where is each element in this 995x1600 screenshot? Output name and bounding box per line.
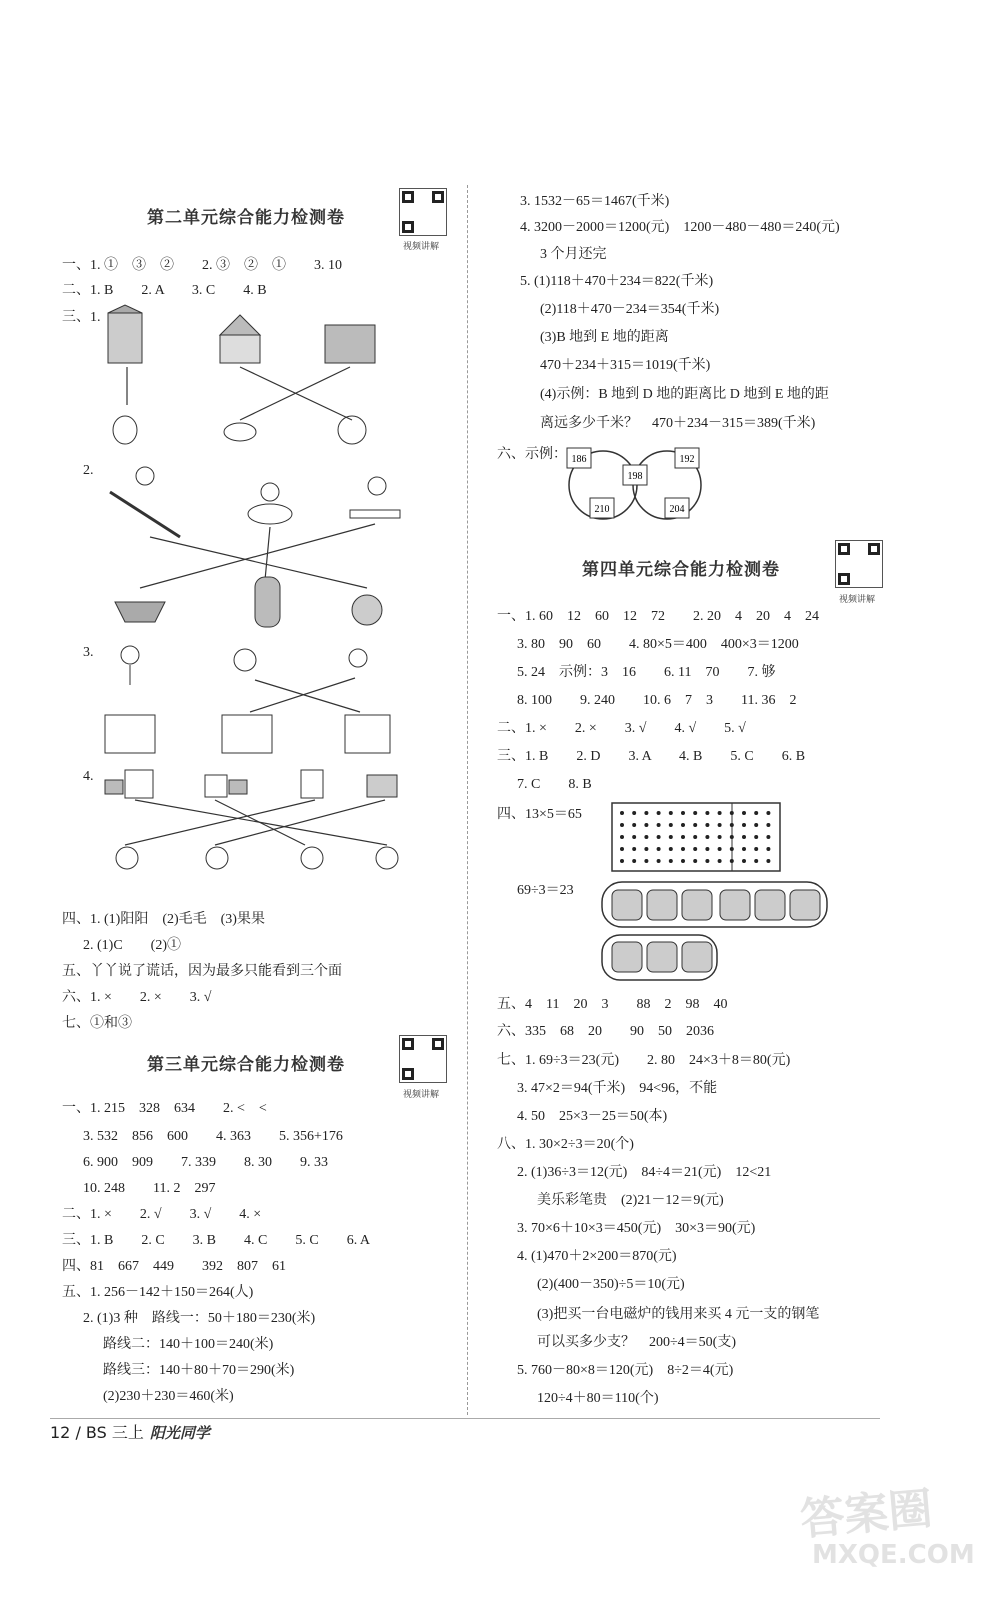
dot — [718, 823, 722, 827]
qr-code-unit4[interactable] — [835, 540, 883, 588]
u4-line-7: 7. C 8. B — [517, 777, 592, 792]
dot — [754, 847, 758, 851]
u4-line-3: 5. 24 示例：3 16 6. 11 70 7. 够 — [517, 665, 776, 680]
child-2-icon — [206, 847, 228, 869]
circles-diagram — [565, 440, 705, 530]
dot — [669, 835, 673, 839]
dot — [718, 859, 722, 863]
dot — [766, 835, 770, 839]
u4-line-17: 美乐彩笔贵 (2)21－12＝9(元) — [537, 1193, 724, 1208]
dot — [730, 847, 734, 851]
dot — [742, 835, 746, 839]
footer-rule — [50, 1418, 880, 1419]
u4-line-21: (3)把买一台电磁炉的钱用来买 4 元一支的钢笔 — [537, 1307, 820, 1322]
dot — [766, 811, 770, 815]
matching-figure-4 — [105, 770, 405, 890]
bundle-4 — [720, 890, 750, 920]
dot — [657, 859, 661, 863]
page-number: 12 / BS 三上 — [50, 1423, 144, 1442]
dot — [730, 859, 734, 863]
boat-icon — [115, 602, 165, 622]
unit3-title: 第三单元综合能力检测卷 — [147, 1055, 345, 1075]
bundle-5 — [755, 890, 785, 920]
dot-array-dots — [612, 803, 782, 873]
u4-line-1: 一、1. 60 12 60 12 72 2. 20 4 20 4 24 — [497, 609, 819, 624]
circle-num-186: 186 — [571, 454, 587, 465]
dot — [657, 835, 661, 839]
dot — [705, 835, 709, 839]
dot — [669, 811, 673, 815]
u4-line-8: 四、13×5＝65 — [497, 807, 582, 822]
u2-line-11: 七、①和③ — [62, 1016, 132, 1031]
dot — [742, 847, 746, 851]
qr-code-unit3[interactable] — [399, 1035, 447, 1083]
bundle-9 — [682, 942, 712, 972]
u2-line-1: 一、1. ① ③ ② 2. ③ ② ① 3. 10 — [62, 258, 342, 273]
u4-line-14: 4. 50 25×3－25＝50(本) — [517, 1109, 668, 1124]
child-bench-icon — [368, 477, 386, 495]
r-line-1: 3. 1532－65＝1467(千米) — [520, 194, 670, 209]
matching-figure-1 — [100, 305, 400, 455]
bundle-8 — [647, 942, 677, 972]
cube-view-2 — [205, 775, 227, 797]
r-line-7: 470＋234＋315＝1019(千米) — [540, 358, 711, 373]
u2-line-9: 五、丫丫说了谎话，因为最多只能看到三个面 — [62, 964, 342, 979]
dot — [754, 811, 758, 815]
dot — [620, 835, 624, 839]
qr-code-unit2[interactable] — [399, 188, 447, 236]
watermark-logo: 答案圈 — [798, 1483, 935, 1546]
dot — [620, 811, 624, 815]
dot — [644, 835, 648, 839]
house-roof-icon — [220, 315, 260, 335]
qr-label-unit4: 视频讲解 — [839, 595, 876, 605]
u2-line-5: 3. — [83, 645, 94, 660]
u4-line-16: 2. (1)36÷3＝12(元) 84÷4＝21(元) 12<21 — [517, 1165, 772, 1180]
dot — [681, 859, 685, 863]
bundle-6 — [790, 890, 820, 920]
u2-line-8: 2. (1)C (2)① — [83, 938, 181, 953]
dot — [718, 811, 722, 815]
dot — [754, 835, 758, 839]
dot — [693, 811, 697, 815]
dot — [632, 823, 636, 827]
column-divider — [467, 185, 468, 1415]
child-1-icon — [116, 847, 138, 869]
u4-line-18: 3. 70×6＋10×3＝450(元) 30×3＝90(元) — [517, 1221, 756, 1236]
child-4-icon — [376, 847, 398, 869]
u4-line-20: (2)(400－350)÷5＝10(元) — [537, 1277, 685, 1292]
dot — [693, 823, 697, 827]
r-line-4: 5. (1)118＋470＋234＝822(千米) — [520, 274, 714, 289]
qr-label-unit2: 视频讲解 — [403, 242, 440, 252]
u3-line-3: 6. 900 909 7. 339 8. 30 9. 33 — [83, 1155, 328, 1170]
dot — [730, 811, 734, 815]
matching-figure-2 — [95, 462, 415, 632]
u2-line-7: 四、1. (1)阳阳 (2)毛毛 (3)果果 — [62, 912, 265, 927]
circle-num-198: 198 — [627, 471, 643, 482]
circle-num-192: 192 — [679, 454, 695, 465]
circle-num-204: 204 — [669, 504, 685, 515]
u4-line-12: 七、1. 69÷3＝23(元) 2. 80 24×3＋8＝80(元) — [497, 1053, 791, 1068]
picture-book-2 — [222, 715, 272, 753]
dot — [657, 847, 661, 851]
u4-line-24: 120÷4＋80＝110(个) — [537, 1391, 659, 1406]
dot — [742, 811, 746, 815]
r-line-8: (4)示例：B 地到 D 地的距离比 D 地到 E 地的距 — [540, 387, 829, 402]
watermark-url: MXQE.COM — [812, 1540, 975, 1570]
house-flat-icon — [325, 325, 375, 363]
u2-line-4: 2. — [83, 463, 94, 478]
dot — [620, 859, 624, 863]
u4-line-5: 二、1. × 2. × 3. √ 4. √ 5. √ — [497, 721, 746, 736]
child-phone-icon — [261, 483, 279, 501]
u3-line-11: 路线三：140＋80＋70＝290(米) — [103, 1363, 295, 1378]
dot — [742, 823, 746, 827]
u4-line-9: 69÷3＝23 — [517, 883, 574, 898]
u4-line-15: 八、1. 30×2÷3＝20(个) — [497, 1137, 634, 1152]
dot — [742, 859, 746, 863]
dot — [705, 811, 709, 815]
rabbit-icon — [113, 416, 137, 444]
u4-line-10: 五、4 11 20 3 88 2 98 40 — [497, 997, 728, 1012]
u3-line-10: 路线二：140＋100＝240(米) — [103, 1337, 274, 1352]
girl-front-icon — [234, 649, 256, 671]
u3-line-4: 10. 248 11. 2 297 — [83, 1181, 216, 1196]
dot — [705, 859, 709, 863]
dot — [718, 847, 722, 851]
r-line-2: 4. 3200－2000＝1200(元) 1200－480－480＝240(元) — [520, 220, 840, 235]
qr-label-unit3: 视频讲解 — [403, 1090, 440, 1100]
picture-book-1 — [105, 715, 155, 753]
dot — [681, 823, 685, 827]
dot — [632, 859, 636, 863]
dot — [657, 823, 661, 827]
picture-book-3 — [345, 715, 390, 753]
dot — [766, 847, 770, 851]
dot — [632, 835, 636, 839]
dot — [644, 811, 648, 815]
u3-line-6: 三、1. B 2. C 3. B 4. C 5. C 6. A — [62, 1233, 371, 1248]
dot — [632, 847, 636, 851]
dot — [620, 823, 624, 827]
dot — [669, 847, 673, 851]
dot — [693, 859, 697, 863]
stick-bundles — [600, 880, 830, 985]
u4-line-2: 3. 80 90 60 4. 80×5＝400 400×3＝1200 — [517, 637, 799, 652]
u3-line-9: 2. (1)3 种 路线一：50＋180＝230(米) — [83, 1311, 316, 1326]
u4-line-23: 5. 760－80×8＝120(元) 8÷2＝4(元) — [517, 1363, 734, 1378]
bundle-3 — [682, 890, 712, 920]
u2-line-6: 4. — [83, 769, 94, 784]
dot — [730, 823, 734, 827]
dot — [693, 835, 697, 839]
bird-icon — [224, 423, 256, 441]
dot — [693, 847, 697, 851]
dot — [766, 823, 770, 827]
u3-line-7: 四、81 667 449 392 807 61 — [62, 1259, 286, 1274]
u2-line-3: 三、1. — [62, 310, 101, 325]
u2-line-2: 二、1. B 2. A 3. C 4. B — [62, 283, 267, 298]
dot — [669, 859, 673, 863]
child-slide-icon — [136, 467, 154, 485]
dot — [644, 823, 648, 827]
bundle-1 — [612, 890, 642, 920]
matching-figure-3 — [100, 640, 400, 760]
dot — [754, 859, 758, 863]
dot — [657, 811, 661, 815]
dot — [632, 811, 636, 815]
dot — [718, 835, 722, 839]
u2-line-10: 六、1. × 2. × 3. √ — [62, 990, 212, 1005]
u4-line-19: 4. (1)470＋2×200＝870(元) — [517, 1249, 677, 1264]
u3-line-1: 一、1. 215 328 634 2. < < — [62, 1101, 267, 1116]
u4-line-11: 六、335 68 20 90 50 2036 — [497, 1024, 714, 1039]
child-3-icon — [301, 847, 323, 869]
dot — [705, 847, 709, 851]
house-tall-icon — [108, 313, 142, 363]
u4-line-6: 三、1. B 2. D 3. A 4. B 5. C 6. B — [497, 749, 806, 764]
r-line-3: 3 个月还完 — [540, 247, 607, 262]
cube-view-1 — [125, 770, 153, 798]
r-line-10: 六、示例： — [497, 447, 567, 462]
brand-logo: 阳光同学 — [149, 1424, 210, 1442]
canoe-top-icon — [255, 577, 280, 627]
u3-line-8: 五、1. 256－142＋150＝264(人) — [62, 1285, 254, 1300]
u3-line-5: 二、1. × 2. √ 3. √ 4. × — [62, 1207, 262, 1222]
r-line-6: (3)B 地到 E 地的距离 — [540, 330, 669, 345]
round-roof-icon — [352, 595, 382, 625]
u4-line-22: 可以买多少支？ 200÷4＝50(支) — [537, 1335, 737, 1350]
bundle-7 — [612, 942, 642, 972]
footer — [50, 1420, 210, 1443]
u3-line-12: (2)230＋230＝460(米) — [103, 1389, 234, 1404]
u4-line-4: 8. 100 9. 240 10. 6 7 3 11. 36 2 — [517, 693, 797, 708]
dot — [705, 823, 709, 827]
u3-line-2: 3. 532 856 600 4. 363 5. 356+176 — [83, 1129, 343, 1144]
bundle-2 — [647, 890, 677, 920]
dot — [754, 823, 758, 827]
dot — [681, 811, 685, 815]
u4-line-13: 3. 47×2＝94(千米) 94<96，不能 — [517, 1081, 718, 1096]
dot — [669, 823, 673, 827]
dot — [766, 859, 770, 863]
unit2-title: 第二单元综合能力检测卷 — [147, 208, 345, 228]
dot — [644, 859, 648, 863]
dot — [681, 835, 685, 839]
unit4-title: 第四单元综合能力检测卷 — [582, 560, 780, 580]
dot — [681, 847, 685, 851]
dot — [620, 847, 624, 851]
cube-view-3 — [301, 770, 323, 798]
dot — [644, 847, 648, 851]
boy-side-icon — [349, 649, 367, 667]
r-line-9: 离远多少千米？ 470＋234－315＝389(千米) — [540, 416, 816, 431]
circle-num-210: 210 — [594, 504, 610, 515]
cube-view-4 — [367, 775, 397, 797]
r-line-5: (2)118＋470－234＝354(千米) — [540, 302, 720, 317]
squirrel-icon — [338, 416, 366, 444]
dot — [730, 835, 734, 839]
girl-side-icon — [121, 646, 139, 664]
